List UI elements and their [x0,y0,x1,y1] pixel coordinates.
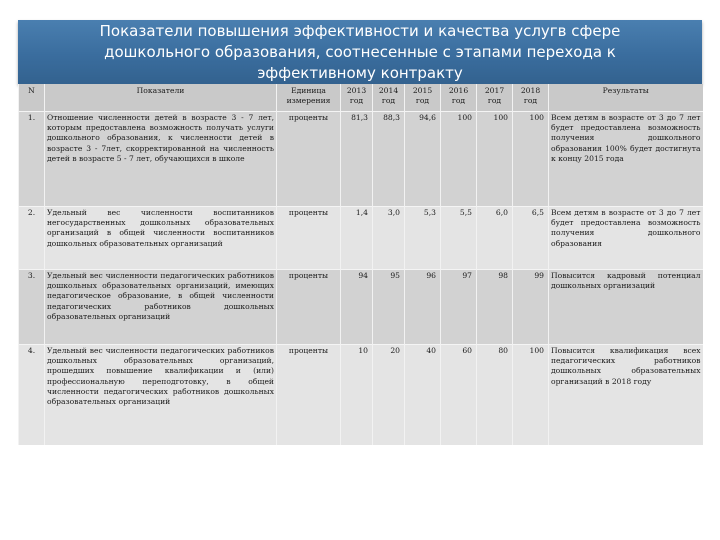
header-2018: 2018 год [513,84,549,112]
header-2013: 2013 год [341,84,373,112]
row-num: 2. [19,207,45,270]
row-2016: 100 [441,112,477,207]
row-results: Всем детям в возрасте от 3 до 7 лет будет предоставлена возможность получения дошкольного образования 100% будет достигнута к концу 2015 года [549,112,703,207]
table-row [19,112,703,207]
row-2013: 94 [341,270,373,345]
row-2014: 3,0 [373,207,405,270]
row-num: 4. [19,345,45,446]
header-2015: 2015 год [405,84,441,112]
row-2017: 98 [477,270,513,345]
indicators-table [18,84,703,445]
row-2018: 6,5 [513,207,549,270]
row-2015: 94,6 [405,112,441,207]
row-2015: 40 [405,345,441,446]
table-header-row [19,84,703,112]
slide-title: Показатели повышения эффективности и качества услугв сфере дошкольного образования, соотнесенные с этапами перехода к эффективному контракту [99,21,621,82]
row-2016: 5,5 [441,207,477,270]
row-indicator: Отношение численности детей в возрасте 3 - 7 лет, которым предоставлена возможность получать услуги дошкольного образования, к численности детей в возрасте 3 - 7лет, скорректированной на численность детей в возрасте 5 - 7 лет, обучающихся в школе [45,112,277,207]
row-2018: 100 [513,345,549,446]
row-unit: проценты [277,345,341,446]
row-2015: 5,3 [405,207,441,270]
header-results: Результаты [549,84,703,112]
row-2018: 100 [513,112,549,207]
row-2013: 10 [341,345,373,446]
row-results: Повысится квалификация всех педагогических работников дошкольных образовательных организаций в 2018 году [549,345,703,446]
row-2013: 1,4 [341,207,373,270]
row-unit: проценты [277,207,341,270]
row-2014: 95 [373,270,405,345]
row-indicator: Удельный вес численности воспитанников негосударственных дошкольных образовательных организаций в общей численности воспитанников дошкольных образовательных организаций [45,207,277,270]
row-2015: 96 [405,270,441,345]
header-num: N [19,84,45,112]
table-row [19,270,703,345]
row-2017: 80 [477,345,513,446]
header-2014: 2014 год [373,84,405,112]
row-2017: 100 [477,112,513,207]
row-2014: 88,3 [373,112,405,207]
row-2018: 99 [513,270,549,345]
header-unit: Единица измерения [277,84,341,112]
row-results: Повысится кадровый потенциал дошкольных организаций [549,270,703,345]
header-indicator: Показатели [45,84,277,112]
table-row [19,207,703,270]
row-2013: 81,3 [341,112,373,207]
row-unit: проценты [277,112,341,207]
row-num: 1. [19,112,45,207]
title-banner [18,20,702,84]
row-2017: 6,0 [477,207,513,270]
row-indicator: Удельный вес численности педагогических работников дошкольных образовательных организаций, имеющих педагогическое образование, в общей численности педагогических работников дошкольных образовательных организаций [45,270,277,345]
table-row [19,345,703,446]
row-unit: проценты [277,270,341,345]
row-2016: 60 [441,345,477,446]
row-num: 3. [19,270,45,345]
row-results: Всем детям в возрасте от 3 до 7 лет будет предоставлена возможность получения дошкольного образования [549,207,703,270]
row-2016: 97 [441,270,477,345]
row-2014: 20 [373,345,405,446]
header-2017: 2017 год [477,84,513,112]
row-indicator: Удельный вес численности педагогических работников дошкольных образовательных организаций, прошедших повышение квалификации и (или) профессиональную переподготовку, в общей численности педагогических работников дошкольных образовательных организаций [45,345,277,446]
header-2016: 2016 год [441,84,477,112]
